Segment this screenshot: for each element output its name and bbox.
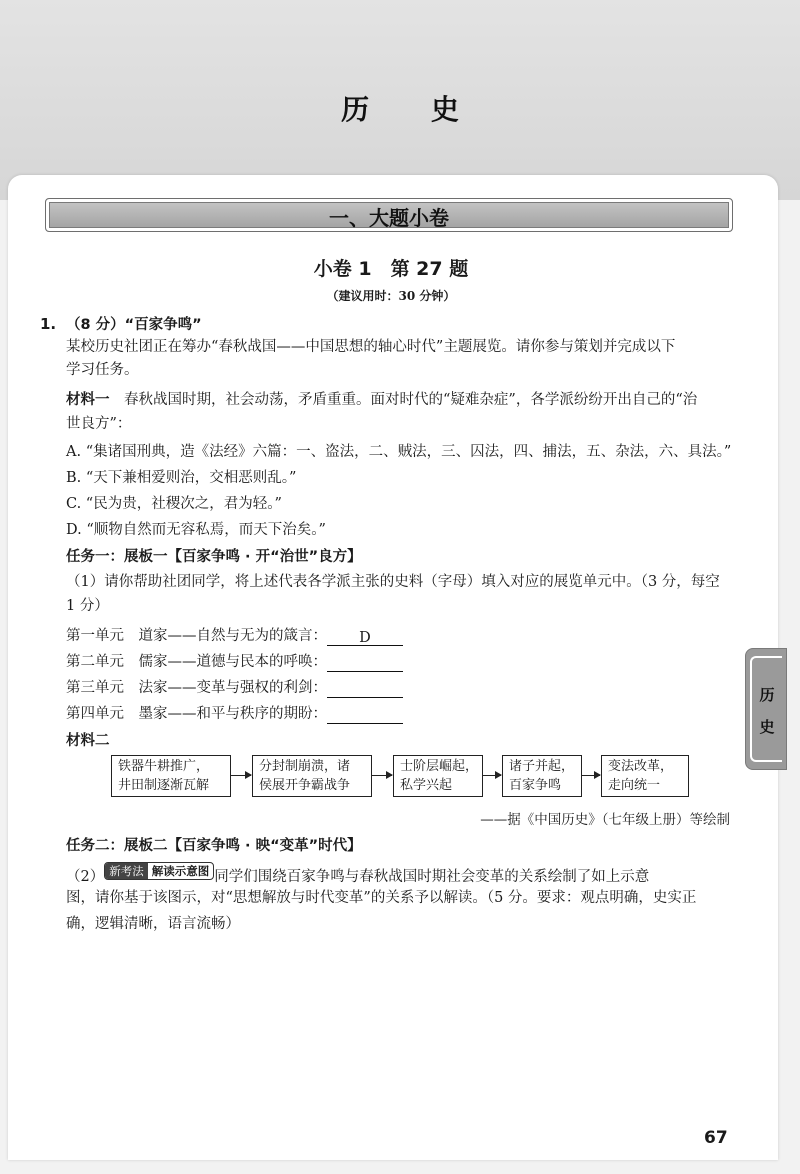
arrow-icon (372, 775, 392, 776)
task1-title: 任务一：展板一【百家争鸣 · 开“治世”良方】 (66, 549, 362, 565)
flow-box: 分封制崩溃，诸 侯展开争霸战争 (252, 755, 372, 797)
option-d: D. “顺物自然而无容私焉，而天下治矣。” (66, 522, 326, 538)
new-method-badge: 新考法 解读示意图 (104, 862, 214, 880)
side-tab-char: 历 (759, 686, 775, 704)
quiz-title: 小卷 1 第 27 题 (313, 258, 469, 280)
material2-label: 材料二 (66, 733, 110, 749)
answer-blank[interactable] (327, 706, 403, 724)
unit-row: 第二单元 儒家——道德与民本的呼唤： (66, 652, 403, 672)
material1-text: 春秋战国时期，社会动荡，矛盾重重。面对时代的“疑难杂症”，各学派纷纷开出自己的“治 (109, 392, 698, 408)
question-header: （8 分）“百家争鸣” (66, 317, 202, 333)
section-title: 一、大题小卷 (329, 206, 449, 230)
intro-line-2: 学习任务。 (66, 362, 139, 378)
unit-row: 第一单元 道家——自然与无为的箴言： D (66, 626, 403, 646)
diagram-source: ——据《中国历史》（七年级上册）等绘制 (480, 812, 730, 828)
answer-blank[interactable] (327, 654, 403, 672)
sub2-line-1: （2） 新考法 解读示意图 同学们围绕百家争鸣与春秋战国时期社会变革的关系绘制了如上示意 (66, 864, 650, 885)
sub2-line-3: 确，逻辑清晰，语言流畅） (66, 916, 240, 932)
sub1-line-2: 1 分） (66, 598, 109, 614)
flow-box: 士阶层崛起， 私学兴起 (393, 755, 483, 797)
option-c: C. “民为贵，社稷次之，君为轻。” (66, 496, 282, 512)
task2-title: 任务二：展板二【百家争鸣 · 映“变革”时代】 (66, 838, 362, 854)
page-number: 67 (704, 1128, 728, 1148)
side-tab-char: 史 (759, 718, 775, 736)
flow-box: 诸子并起， 百家争鸣 (502, 755, 582, 797)
arrow-icon (483, 775, 501, 776)
question-number: 1. (40, 315, 57, 333)
subject-title: 历 史 (341, 93, 485, 126)
side-tab-frame (750, 656, 782, 762)
material1-line-2: 世良方”： (66, 416, 132, 432)
answer-blank[interactable] (327, 680, 403, 698)
unit-row: 第三单元 法家——变革与强权的利剑： (66, 678, 403, 698)
answer-blank[interactable]: D (327, 628, 403, 646)
arrow-icon (231, 775, 251, 776)
flow-box: 变法改革， 走向统一 (601, 755, 689, 797)
flow-box: 铁器牛耕推广， 井田制逐渐瓦解 (111, 755, 231, 797)
sub1-line-1: （1）请你帮助社团同学，将上述代表各学派主张的史料（字母）填入对应的展览单元中。（3 分，每空 (66, 574, 720, 590)
intro-line-1: 某校历史社团正在筹办“春秋战国——中国思想的轴心时代”主题展览。请你参与策划并完成以下 (66, 339, 676, 355)
material1-label: 材料一 (66, 392, 110, 408)
option-a: A. “集诸国刑典，造《法经》六篇：一、盗法，二、贼法，三、囚法，四、捕法，五、杂法，六、具法。” (66, 444, 732, 460)
material1-line-1 (66, 390, 697, 410)
unit-row: 第四单元 墨家——和平与秩序的期盼： (66, 704, 403, 724)
sub2-line-2: 图，请你基于该图示，对“思想解放与时代变革”的关系予以解读。（5 分。要求：观点明确，史实正 (66, 890, 697, 906)
suggested-time: （建议用时：30 分钟） (326, 289, 456, 303)
arrow-icon (582, 775, 600, 776)
option-b: B. “天下兼相爱则治，交相恶则乱。” (66, 470, 297, 486)
